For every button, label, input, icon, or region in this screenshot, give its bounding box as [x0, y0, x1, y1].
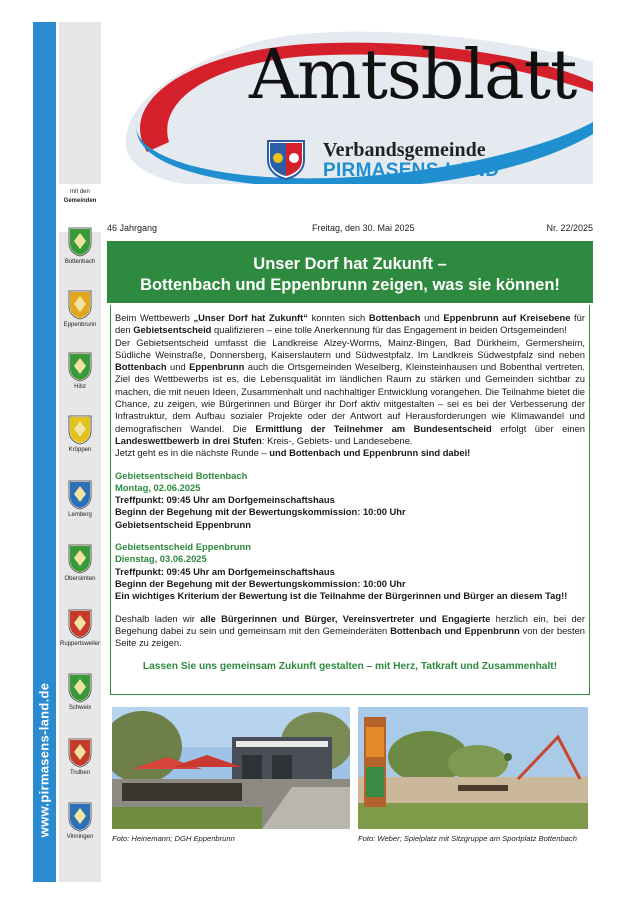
crest-label: Lemberg: [68, 512, 92, 518]
crest-label: Bottenbach: [64, 259, 96, 265]
schedule-bottenbach-title: Gebietsentscheid Bottenbach: [115, 469, 248, 481]
crest-item: [59, 738, 101, 776]
masthead: [107, 22, 593, 184]
crest-label: Schweix: [68, 705, 92, 711]
municipal-crest-icon: [68, 673, 92, 703]
intro-paragraph: Beim Wettbewerb „Unser Dorf hat Zukunft“ konnten sich Bottenbach und Eppenbrunn auf Kreisebene für den Gebietsentscheid qualifizieren – eine tolle Anerkennung für das Engagement in beiden Ortsgemeinden!: [115, 312, 585, 336]
schedule-bottenbach-start: Beginn der Begehung mit der Bewertungskommission: 10:00 Uhr: [115, 506, 406, 518]
municipal-crest-icon: [68, 415, 92, 445]
crest-label: Obersimten: [64, 576, 96, 582]
municipal-crest-icon: [68, 738, 92, 768]
publisher-name: Verbandsgemeinde: [323, 139, 486, 161]
issue-number: Nr. 22/2025: [546, 223, 593, 233]
photo-spielplatz-bottenbach: [358, 707, 588, 829]
crest-label: Kröppen: [68, 447, 92, 453]
municipal-crest-icon: [68, 352, 92, 382]
municipal-crest-icon: [68, 544, 92, 574]
article-body: [115, 312, 585, 674]
municipality-column: [59, 22, 101, 882]
photo-dgh-eppenbrunn: [112, 707, 350, 829]
article-headline: Unser Dorf hat Zukunft – Bottenbach und Eppenbrunn zeigen, was sie können!: [107, 241, 593, 303]
crest-label: Vinningen: [66, 834, 94, 840]
schedule-eppenbrunn-title: Gebietsentscheid Eppenbrunn: [115, 541, 251, 553]
schedule-eppenbrunn-start: Beginn der Begehung mit der Bewertungskommission: 10:00 Uhr: [115, 577, 406, 589]
crest-item: [59, 352, 101, 390]
municipalities-heading: mit den Gemeinden: [63, 189, 97, 204]
context-paragraph: Der Gebietsentscheid umfasst die Landkreise Alzey-Worms, Mainz-Bingen, Bad Dürkheim, Germersheim, Südliche Weinstraße, Donnersberg, Kaiserslautern und Südwestpfalz. Im Landkreis Südwestpfalz sind neben Bottenbach und Eppenbrunn auch die Ortsgemeinden Weselberg, Kleinsteinhausen und Bobenthal vertreten. Ziel des Wettbewerbs ist es, die Lebensqualität im ländlichen Raum zu stärken und Gemeinden sichtbar zu machen, die mit neuen Ideen, Zusammenhalt und nachhaltiger Entwicklung vorangehen. Die Teilnahme bietet die Chance, zu zeigen, wie Bürgerinnen und Bürger ihr Dorf aktiv mitgestalten – sei es bei der Verbesserung der Infrastruktur, dem Aufbau sozialer Projekte oder der Antwort auf Herausforderungen wie Klimawandel und demografischen Wandel. Die Ermittlung der Teilnehmer am Bundesentscheid erfolgt über einen Landeswettbewerb in drei Stufen: Kreis-, Gebiets- und Landesebene.: [115, 336, 586, 446]
schedule-bottenbach-note: Gebietsentscheid Eppenbrunn: [115, 518, 251, 530]
crest-label: Ruppertsweiler: [59, 641, 101, 647]
crest-item: [59, 609, 101, 647]
issue-date: Freitag, den 30. Mai 2025: [312, 223, 415, 233]
crest-label: Hilst: [74, 384, 86, 390]
crest-item: [59, 290, 101, 328]
slogan: Lassen Sie uns gemeinsam Zukunft gestalten – mit Herz, Tatkraft und Zusammenhalt!: [142, 661, 558, 673]
website-url[interactable]: www.pirmasens-land.de: [36, 682, 52, 838]
caption-right: Foto: Weber; Spielplatz mit Sitzgruppe am Sportplatz Bottenbach: [358, 834, 577, 843]
schedule-bottenbach-meet: Treffpunkt: 09:45 Uhr am Dorfgemeinschaftshaus: [115, 494, 335, 506]
region-name: PIRMASENS-LAND: [323, 160, 500, 181]
invitation-paragraph: Deshalb laden wir alle Bürgerinnen und Bürger, Vereinsvertreter und Engagierte herzlich ein, bei der Begehung dabei zu sein und gemeinsam mit den Gemeinderäten Bottenbach und Eppenbrunn von der besten Seite zu zeigen.: [115, 612, 585, 649]
crest-label: Trulben: [69, 770, 91, 776]
crest-item: [59, 802, 101, 840]
municipal-crest-icon: [68, 227, 92, 257]
municipal-crest-icon: [68, 290, 92, 320]
crest-item: [59, 673, 101, 711]
publication-title: Amtsblatt: [249, 36, 577, 115]
caption-left: Foto: Heinemann; DGH Eppenbrunn: [112, 834, 235, 843]
municipal-crest-icon: [68, 609, 92, 639]
schedule-eppenbrunn-date: Dienstag, 03.06.2025: [115, 553, 207, 565]
schedule-bottenbach-date: Montag, 02.06.2025: [115, 481, 201, 493]
municipal-crest-icon: [68, 802, 92, 832]
crest-item: [59, 415, 101, 453]
crest-item: [59, 544, 101, 582]
issue-year: 46 Jahrgang: [107, 223, 158, 233]
crest-item: [59, 480, 101, 518]
schedule-eppenbrunn-note: Ein wichtiges Kriterium der Bewertung ist die Teilnahme der Bürgerinnen und Bürger an diesem Tag!!: [115, 590, 568, 602]
crest-label: Eppenbrunn: [63, 322, 97, 328]
crest-item: [59, 227, 101, 265]
schedule-eppenbrunn-meet: Treffpunkt: 09:45 Uhr am Dorfgemeinschaftshaus: [115, 565, 335, 577]
pirmasens-land-crest-icon: [265, 138, 307, 180]
next-round-paragraph: Jetzt geht es in die nächste Runde – und Bottenbach und Eppenbrunn sind dabei!: [115, 447, 471, 459]
municipal-crest-icon: [68, 480, 92, 510]
